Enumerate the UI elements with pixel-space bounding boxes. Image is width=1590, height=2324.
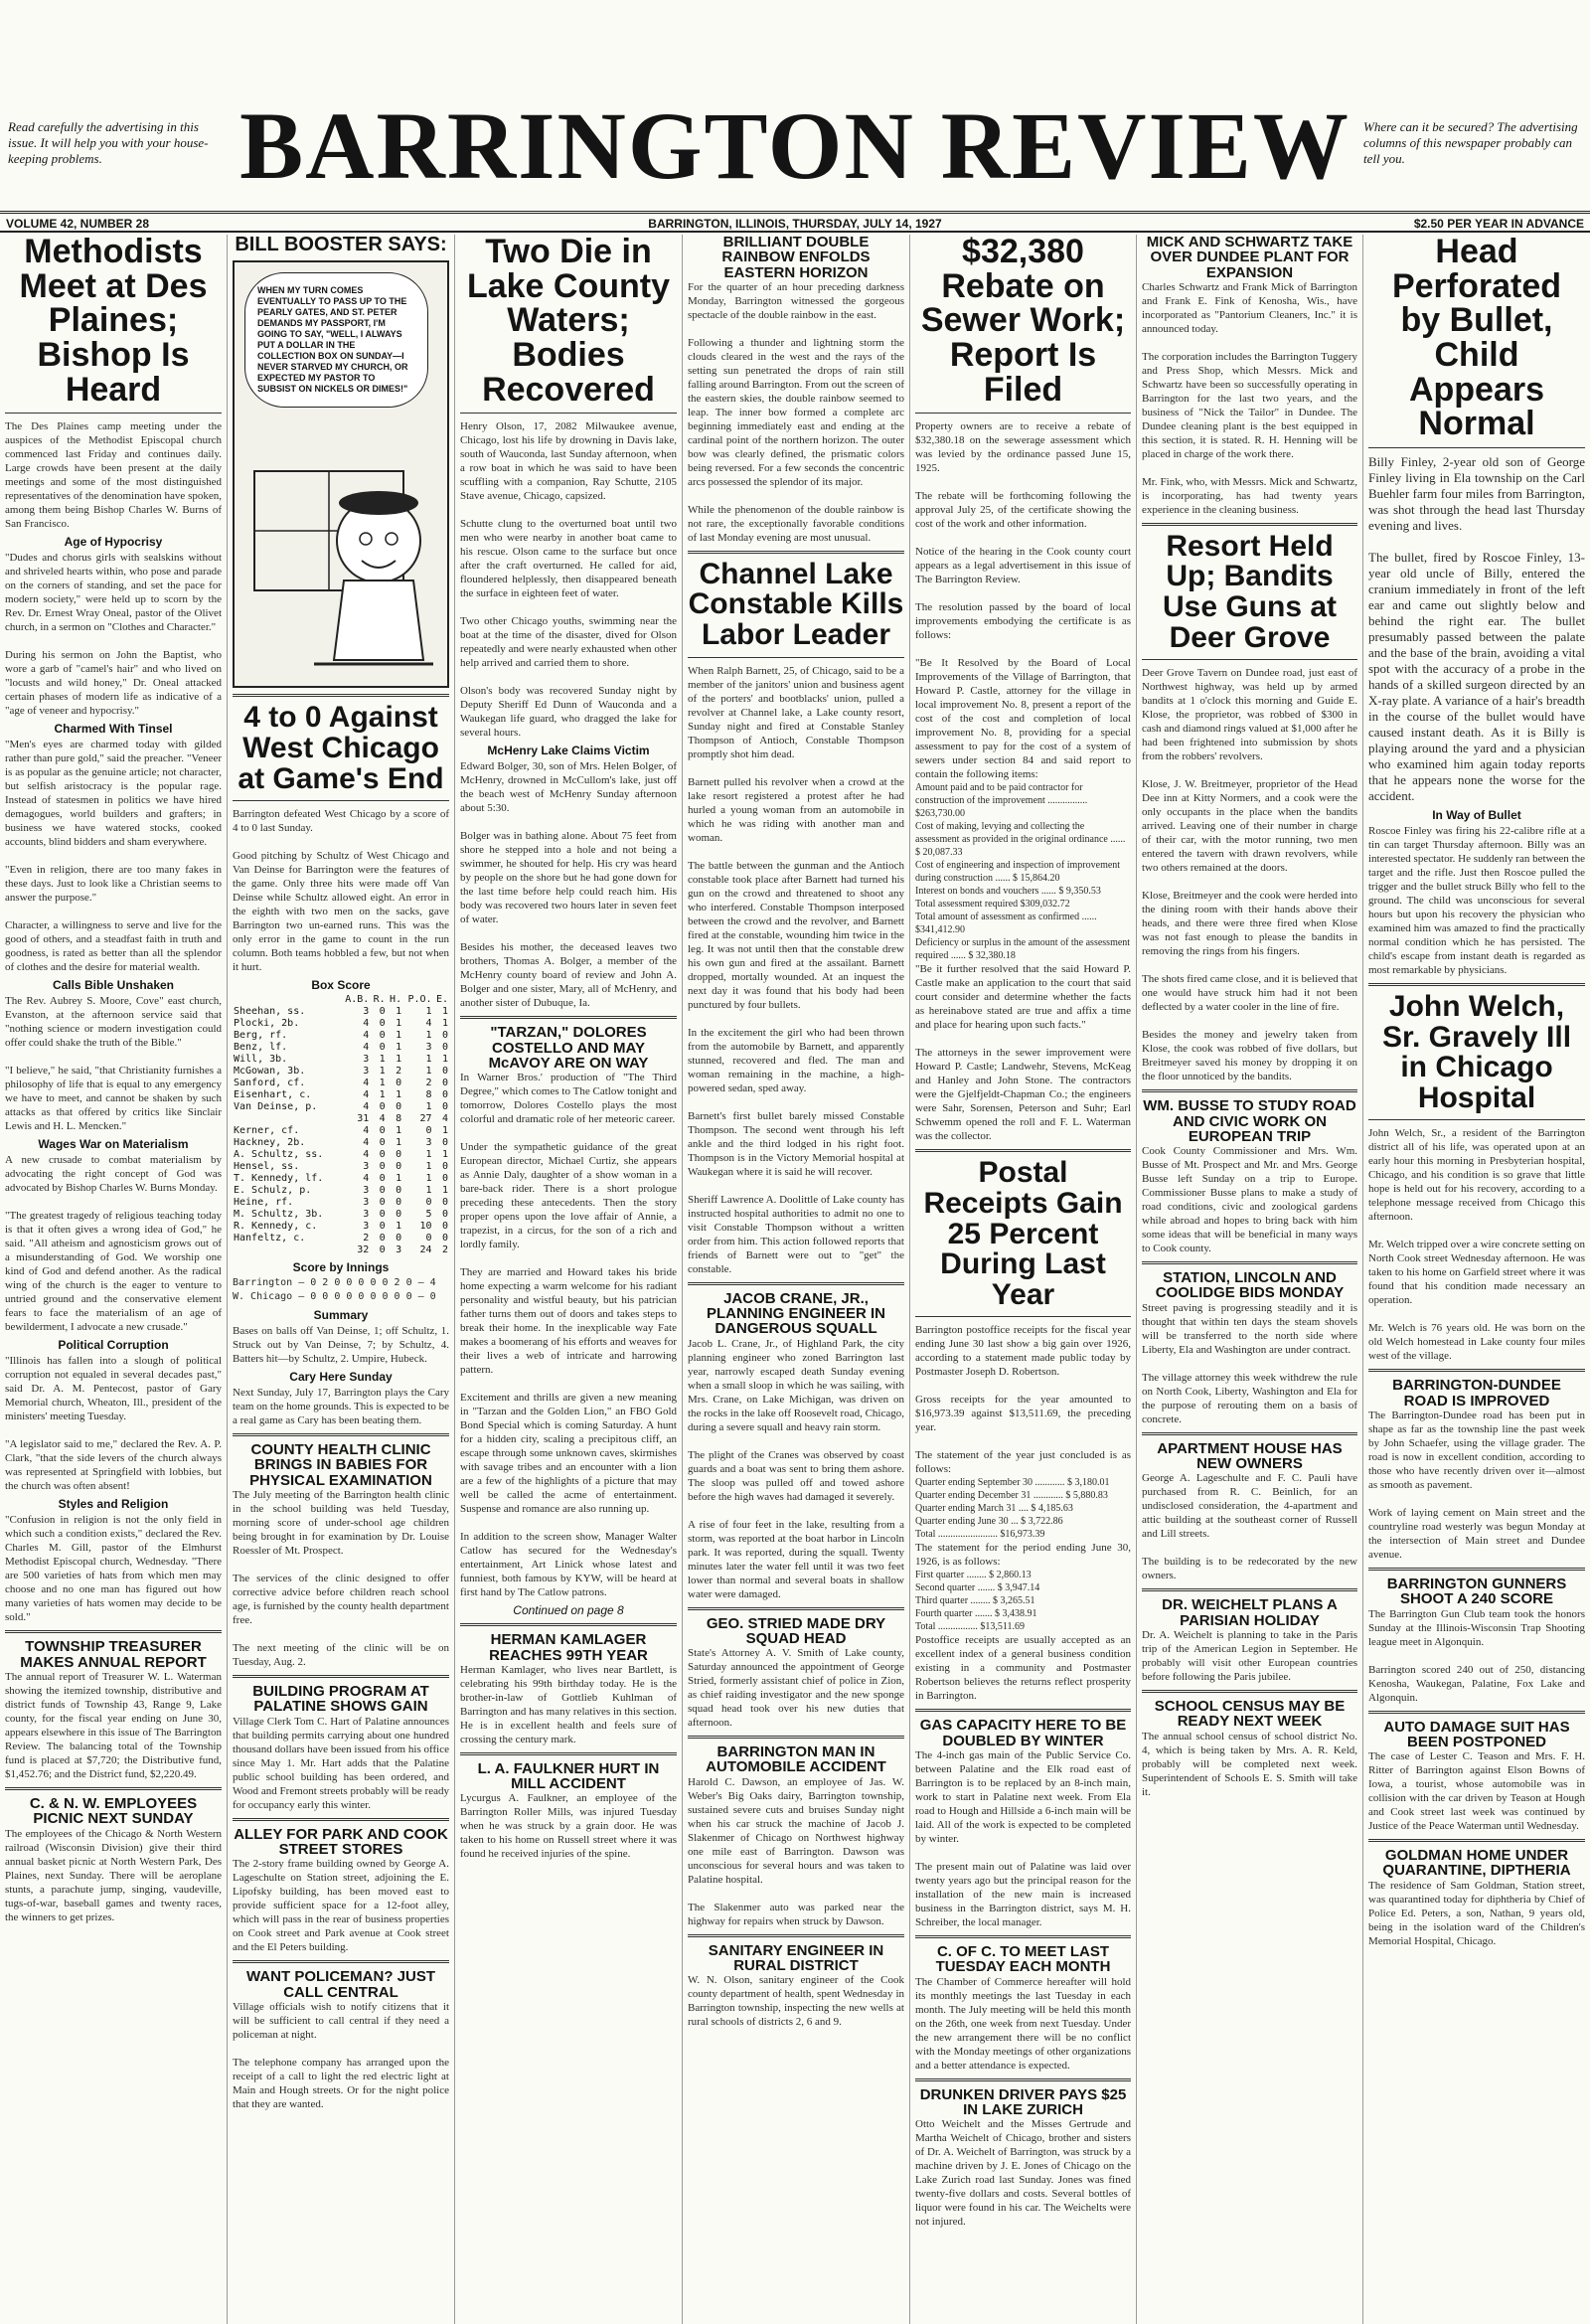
box-score-stat: 4 <box>363 1149 370 1161</box>
headline-dundee-road: BARRINGTON-DUNDEE ROAD IS IMPROVED <box>1392 1377 1561 1410</box>
box-score-player: Hensel, ss. <box>234 1161 300 1173</box>
postal-ledger-1926: First quarter ........ $ 2,860.13 Second quarter ....... $ 3,947.14 Third quarter ........ $ 3,265.51 Fourth quarter ....... $ 3,438.91 Total ................ $13,511.69 <box>915 1570 1040 1633</box>
subhead-mchenry-lake: McHenry Lake Claims Victim <box>487 744 650 758</box>
box-score-stat: 1 <box>441 1054 448 1066</box>
box-score-row <box>233 1233 449 1245</box>
box-score-stat: 0 <box>379 1042 386 1054</box>
front-page <box>0 235 1590 2324</box>
box-score-stat: 0 <box>441 1089 448 1101</box>
article-postal-body: Barrington postoffice receipts for the fiscal year ending June 30 last show a big gain over 1926, according to a statement made public today by Postmaster Joseph D. Robertson. Gross receipts for the year amounted to $16,973.39 against $13,511.69, the preceding year. The statement of the year just concluded is as follows: <box>915 1324 1131 1476</box>
box-score-stat: 0 <box>441 1137 448 1149</box>
article-stried-body: State's Attorney A. V. Smith of Lake county, Saturday announced the appointment of George Stried, formerly assistant chief of police in Zion, as chief raiding investigator and the new sponge squad head took over his new duties that afternoon. <box>688 1647 907 1730</box>
box-score-row <box>233 994 449 1006</box>
box-score-stat: 1 <box>425 1101 432 1113</box>
box-score-stat: 0 <box>441 1221 448 1233</box>
headline-mick-schwartz: MICK AND SCHWARTZ TAKE OVER DUNDEE PLANT FOR EXPANSION <box>1146 235 1353 281</box>
article-methodists-body: The Des Plaines camp meeting under the auspices of the Methodist Episcopal church commenced last Friday and continues daily. Large crowds have been present at the daily meetings and some of the most distinguished representatives of the denomination have spoken, among them being Bishop Charles W. Burns of San Francisco. <box>5 420 225 531</box>
box-score-stat: 0 <box>379 1006 386 1018</box>
box-score-stat: 0 <box>379 1018 386 1030</box>
box-score-stat: 3 <box>396 1245 402 1256</box>
box-score-stat: 0 <box>379 1125 386 1137</box>
box-score-player: Sheehan, ss. <box>234 1006 306 1018</box>
box-score-row <box>233 1185 449 1197</box>
article-sewer-body: Property owners are to receive a rebate of $32,380.18 on the sewerage assessment which was levied by the ordinance passed June 15, 1925. The rebate will be forthcoming following the approval July 25, of the certificate showing the cost of the work and other information. Notice of the hearing in the Cook county court appears as a legal advertisement in this issue of The Barrington Review. The resolution passed by the board of local improvements embodying the certificate is as follows: "Be It Resolved by the Board of Local Improvements of the Village of Barrington, that Howard P. Castle, attorney for the village in local improvement No. 8, present a report of the cost of the cost and completion of local improvement No. 8, providing for a special assessment to pay for the cost of a system of sewers under section 84 and said report to contain the following items: <box>915 420 1131 781</box>
box-score-stat: 0 <box>441 1161 448 1173</box>
column-5 <box>910 235 1137 2324</box>
box-score-row <box>233 1209 449 1221</box>
headline-goldman: GOLDMAN HOME UNDER QUARANTINE, DIPTHERIA <box>1382 1847 1571 1880</box>
article-sanitary-body: W. N. Olson, sanitary engineer of the Cook county department of health, spent Wednesday in Barrington township, inspecting the new wells at rural schools of districts 2, 6 and 9. <box>688 1974 907 2029</box>
box-score-stat: 0 <box>441 1173 448 1185</box>
headline-resort-held-up: Resort Held Up; Bandits Use Guns at Deer Grove <box>1162 529 1338 654</box>
headline-apartment-house: APARTMENT HOUSE HAS NEW OWNERS <box>1157 1439 1343 1473</box>
box-score-stat: 0 <box>441 1042 448 1054</box>
dateline-price: $2.50 PER YEAR IN ADVANCE <box>1413 217 1584 231</box>
box-score-stat: 3 <box>363 1054 370 1066</box>
dateline <box>0 211 1590 233</box>
headline-sanitary-engineer: SANITARY ENGINEER IN RURAL DISTRICT <box>708 1941 884 1975</box>
continued-note: Continued on page 8 <box>513 1603 624 1618</box>
headline-sewer-rebate: $32,380 Rebate on Sewer Work; Report Is Filed <box>920 235 1126 409</box>
article-jacob-crane-body: Jacob L. Crane, Jr., of Highland Park, the city planning engineer who zoned Barrington last year, narrowly escaped death Sunday evening when a small sloop in which he was sailing, with Mrs. Crane, on Lake Michigan, was driven on the rocks in the lake off Roosevelt road, Chicago, during a severe squall and heavy rain storm. The plight of the Cranes was observed by coast guards and a boat was sent to bring them ashore. The sloop was pulled off and towed ashore before the high waves had damaged it severely. A rise of four feet in the lake, resulting from a storm, was reported at the boat harbor in Lincoln park. It was reported, during the squall. Twenty minutes later the water fell until it was two feet lower than normal and several boats in shallow water were damaged. <box>688 1337 904 1600</box>
article-methodists-body4: The Rev. Aubrey S. Moore, Cove" east church, Evanston, at the afternoon service said that "nothing science or modern investigation could offer could shake the truth of the Bible." "I believe," he said, "that Christianity furnishes a philosophy of life that is equal to any emergency we have to meet, and cannot be shaken by such attacks as that offered by critics like Sinclair Lewis and H. L. Mencken." <box>5 995 222 1133</box>
headline-stried: GEO. STRIED MADE DRY SQUAD HEAD <box>706 1614 886 1647</box>
box-score-player <box>233 1245 340 1256</box>
box-score-stat: 1 <box>396 1089 402 1101</box>
box-score-row <box>233 1173 449 1185</box>
column-6 <box>1137 235 1363 2324</box>
article-palatine-body: Village Clerk Tom C. Hart of Palatine announces that building permits carrying about one hundred thousand dollars have been issued from his office since May 1. Mr. Hart adds that the Palatine public school building has been ordered, and Wood and Fremont streets probably will be ready for occupancy early this winter. <box>233 1715 452 1811</box>
box-score-stat: 4 <box>363 1078 370 1089</box>
box-score-player: Kerner, cf. <box>234 1125 300 1137</box>
article-faulkner-body: Lycurgus A. Faulkner, an employee of the Barrington Roller Mills, was injured Tuesday when he was struck by a grain door. He was taken to his home on Russell street where it was found he received injuries of the spine. <box>460 1792 680 1861</box>
box-score-row <box>233 1197 449 1209</box>
headline-postal-receipts: Postal Receipts Gain 25 Percent During Last Year <box>923 1156 1123 1311</box>
box-score-player: M. Schultz, 3b. <box>234 1209 324 1221</box>
box-score-stat: 0 <box>441 1101 448 1113</box>
dateline-volume: VOLUME 42, NUMBER 28 <box>6 217 150 231</box>
box-score-stat: 4 <box>363 1125 370 1137</box>
box-score-stat: 0 <box>441 1197 448 1209</box>
box-score-stat: 0 <box>379 1101 386 1113</box>
box-score-row <box>233 1066 449 1078</box>
box-score-player: Heine, rf. <box>234 1197 294 1209</box>
box-score-stat: 2 <box>396 1066 402 1078</box>
box-score-stat: 1 <box>425 1149 432 1161</box>
article-station-body: Street paving is progressing steadily and it is thought that within ten days the steam shovels will be transferred to the north side where Liberty, Ela and Washington are under contract. The village attorney this week withdrew the rule on North Cook, Liberty, Washington and Ela for the purpose of rerouting them on a basis of concrete. <box>1142 1301 1357 1425</box>
box-score-stat: 0 <box>379 1209 386 1221</box>
article-gunners-body: The Barrington Gun Club team took the honors Sunday at the Illinois-Wisconsin Trap Shooting league meet in Algonquin. Barrington scored 240 out of 250, distancing Kenosha, Waukegan, Palatine, Fox Lake and Algonquin. <box>1368 1607 1585 1704</box>
box-score-stat: 3 <box>363 1066 370 1078</box>
box-score-stat: 8 <box>425 1089 432 1101</box>
column-3 <box>455 235 683 2324</box>
box-score-stat: 4 <box>379 1113 386 1125</box>
subhead-age-of-hypocrisy: Age of Hypocrisy <box>64 535 163 550</box>
article-methodists-body5: A new crusade to combat materialism by advocating the right concept of God was advocated by Bishop Charles W. Burns Monday. "The greatest tragedy of religious teaching today is that it often gives a wrong idea of God," he said. "All atheism and agnosticism grows out of a misunderstanding of God. We worship one kind of God and defend another. As the radical wing of the church is the eager to venture to untried ground and the conservative element fears to face the materialism of an age of bewilderment, I advocate a new crusade." <box>5 1154 222 1334</box>
headline-auto-damage: AUTO DAMAGE SUIT HAS BEEN POSTPONED <box>1383 1718 1570 1750</box>
headline-drunken-driver: DRUNKEN DRIVER PAYS $25 IN LAKE ZURICH <box>919 2085 1127 2118</box>
box-score-stat: 27 <box>419 1113 432 1125</box>
box-score-stat: 8 <box>396 1113 402 1125</box>
subhead-calls-bible-unshaken: Calls Bible Unshaken <box>52 978 175 993</box>
box-score-stat: 0 <box>441 1209 448 1221</box>
box-score-player: Benz, lf. <box>234 1042 288 1054</box>
box-score-stat: 1 <box>441 1006 448 1018</box>
box-score-stat: 0 <box>379 1137 386 1149</box>
box-score-title: Box Score <box>311 978 371 993</box>
box-score-stat: 0 <box>396 1185 402 1197</box>
article-cary-body: Next Sunday, July 17, Barrington plays the Cary team on the home grounds. This is expected to be a real game as Cary has been beating them. <box>233 1387 452 1427</box>
postal-ledger-1927: Quarter ending September 30 ............ $ 3,180.01 Quarter ending December 31 ............ $ 5,880.83 Quarter ending March 31 .... $ 4,185.63 Quarter ending June 30 ... $ 3,722.86 Total ........................ $16,973.39 <box>915 1477 1110 1541</box>
headline-health-clinic: COUNTY HEALTH CLINIC BRINGS IN BABIES FOR PHYSICAL EXAMINATION <box>249 1441 432 1489</box>
box-score-stat: 1 <box>396 1137 402 1149</box>
box-score-row <box>233 1042 449 1054</box>
box-score-stat: 0 <box>441 1233 448 1245</box>
box-score-player: Will, 3b. <box>234 1054 288 1066</box>
box-score-row <box>233 1137 449 1149</box>
box-score-stat: 0 <box>379 1233 386 1245</box>
box-score-row <box>233 1018 449 1030</box>
game-summary: Bases on balls off Van Deinse, 1; off Schultz, 1. Struck out by Van Deinse, 7; by Schultz, 4. Batters hit—by Schultz, 2. Umpire, Hubeck. <box>233 1325 452 1366</box>
box-score-stat: 0 <box>441 1066 448 1078</box>
headline-jacob-crane: JACOB CRANE, JR., PLANNING ENGINEER IN DANGEROUS SQUALL <box>706 1289 885 1338</box>
box-score-stat: 0 <box>396 1209 402 1221</box>
box-score-stat: 4 <box>363 1173 370 1185</box>
headline-methodists: Methodists Meet at Des Plaines; Bishop Is Heard <box>19 235 208 409</box>
box-score-stat: A.B. <box>345 994 370 1006</box>
box-score-stat: 0 <box>379 1161 386 1173</box>
article-auto-damage-body: The case of Lester C. Teason and Mrs. F. H. Ritter of Barrington against Elson Bowns of Iowa, a tourist, whose automobile was in collision with the car driven by Teason at Hough and Cook street last week was continued by Justice of the Peace Waterman until Wednesday. <box>1368 1750 1588 1833</box>
article-methodists-body3: "Men's eyes are charmed today with gilded rather than pure gold," said the preacher. "Veneer is as popular as the genuine article; not character, but selfish aristocracy is the popular rage. Instead of statesmen in politics we have hired demagogues, world builders and grafters; in business we have watered stocks, cooked accounts, blind bidders and sham everywhere. "Even in religion, there are too many fakes in these days. Just to look like a Christian seems to answer the purpose." Character, a willingness to serve and live for the good of others, and a steadfast faith in truth and goodness, is rated as better than all the splendor of clothes and the desire for material wealth. <box>5 739 222 974</box>
box-score-stat: 2 <box>425 1078 432 1089</box>
headline-channel-lake: Channel Lake Constable Kills Labor Leader <box>688 557 904 652</box>
article-cnw-body: The employees of the Chicago & North Western railroad (Wisconsin Division) give their third annual basket picnic at North Western Park, Des Plaines, next Sunday. There will be aeroplane stunts, a parachute jump, singing, vaudeville, tugs-of-war, baseball games and twenty races, the winners to get prizes. <box>5 1827 225 1923</box>
box-score-stat: 1 <box>379 1066 386 1078</box>
box-score-stat: 0 <box>425 1233 432 1245</box>
headline-school-census: SCHOOL CENSUS MAY BE READY NEXT WEEK <box>1154 1697 1346 1731</box>
subhead-political-corruption: Political Corruption <box>58 1338 169 1353</box>
box-score-stat: 4 <box>363 1137 370 1149</box>
article-sewer-body2: "Be it further resolved that the said Howard P. Castle make an application to the court that said court consider and determine whether the facts as hereinabove stated are true and affix a time and place for hearing upon such facts." The attorneys in the sewer improvement were Howard P. Castle; Landwehr, Stevens, McKeag and Hanley and John Stone. The contractors were the Gjelfjeldt-Chapman Co.; the engineers were Sahr, Sorensen, Peterson and Suhr; Earl Schwemm opened the roll and F. L. Waterman was the collector. <box>915 963 1131 1143</box>
bill-booster-cartoon <box>233 260 449 688</box>
box-score-stat: 2 <box>441 1245 448 1256</box>
box-score-stat: 0 <box>396 1149 402 1161</box>
article-goldman-body: The residence of Sam Goldman, Station street, was quarantined today for diphtheria by Chief of Police Ed. Peters, a son, Nathan, 9 years old, being in the isolation ward of the Children's Memorial Hospital, Chicago. <box>1368 1879 1588 1947</box>
box-score-stat: 1 <box>441 1185 448 1197</box>
article-busse-body: Cook County Commissioner and Mrs. Wm. Busse of Mt. Prospect and Mr. and Mrs. George Busse left Sunday on a trip to Europe. Commissioner Busse plans to make a study of road conditions, civic and zoological gardens while abroad and hopes to bring back with him some ideas that will be beneficial in many ways to Cook county. <box>1142 1145 1360 1255</box>
box-score-stat: 1 <box>396 1042 402 1054</box>
headline-john-welch: John Welch, Sr. Gravely Ill in Chicago Hospital <box>1381 990 1572 1114</box>
box-score-stat: 4 <box>363 1101 370 1113</box>
box-score-stat: 1 <box>441 1125 448 1137</box>
box-score-stat: 1 <box>396 1125 402 1137</box>
box-score-stat: 1 <box>441 1149 448 1161</box>
box-score-row <box>233 1221 449 1233</box>
box-score-stat: 4 <box>363 1030 370 1042</box>
box-score-stat: 0 <box>396 1101 402 1113</box>
box-score-stat: 0 <box>396 1233 402 1245</box>
nameplate: BARRINGTON REVIEW <box>239 92 1351 199</box>
box-score-stat: 0 <box>379 1185 386 1197</box>
headline-cnw-picnic: C. & N. W. EMPLOYEES PICNIC NEXT SUNDAY <box>29 1794 198 1828</box>
article-john-welch-body: John Welch, Sr., a resident of the Barrington district all of his life, was operated upon at an early hour this morning in Presbyterian hospital, Chicago, and his condition is so grave that little hope is held out for his recovery, according to a telephone message received from Chicago this afternoon. Mr. Welch tripped over a wire concrete setting on North Cook street Wednesday afternoon. He was taken to his home on Garfield street where it was found that his condition made necessary an operation. Mr. Welch is 76 years old. He was born on the old Welch homestead in Lake county four miles west of the village. <box>1368 1127 1585 1363</box>
headline-c-of-c: C. OF C. TO MEET LAST TUESDAY EACH MONTH <box>935 1942 1111 1976</box>
headline-automobile-accident: BARRINGTON MAN IN AUTOMOBILE ACCIDENT <box>706 1743 886 1776</box>
box-score-stat: H. <box>390 994 402 1006</box>
masthead-ear-right: Where can it be secured? The advertising columns of this newspaper probably can tell you. <box>1363 119 1578 166</box>
column-4 <box>683 235 910 2324</box>
headline-kamlager: HERMAN KAMLAGER REACHES 99TH YEAR <box>489 1631 648 1664</box>
article-tarzan-body: In Warner Bros.' production of "The Third Degree," which comes to The Catlow tonight and tomorrow, Dolores Costello plays the most colorful and dramatic role of her meteoric career. Under the sympathetic guidance of the great European director, Michael Curtiz, she appears as Annie Daly, daughter of a show woman in a bare-back rider. There is a short prologue preceding these antecedents. Then the story proper opens upon the love affair of Annie, a trapezist, in a circus, for the son of a rich and lordly family. They are married and Howard takes his bride home expecting a warm welcome for his radiant personality and wistful beauty, but his patrician father turns them out of doors and takes steps to break their home. In the inexplicable way Fate makes a boomerang of his efforts and weaves for their lives a web of intricate and harrowing pattern. Excitement and thrills are given a new meaning in "Tarzan and the Golden Lion," an FBO Gold Bond Special which is coming Saturday. A hunt for a hidden city, scaling a precipitous cliff, an escape through some unknown caves, skirmishes with savage tribes and an encounter with a lion are a few of the highlights of a picture that may well be called the acme of entertainment. Suspense and romance are also running up. In addition to the screen show, Manager Walter Catlow has secured for the Wednesday's entertainment, Art Linick whose latest and funniest, both famous by KYW, will be heard at first hand by The Catlow patrons. <box>460 1072 677 1599</box>
box-score-player: Van Deinse, p. <box>234 1101 318 1113</box>
headline-palatine-building: BUILDING PROGRAM AT PALATINE SHOWS GAIN <box>252 1683 429 1716</box>
box-score-stat: 3 <box>363 1209 370 1221</box>
box-score-stat: 0 <box>379 1245 386 1256</box>
box-score-stat: 1 <box>425 1030 432 1042</box>
headline-gunners: BARRINGTON GUNNERS SHOOT A 240 SCORE <box>1386 1576 1567 1608</box>
article-methodists-body6: "Illinois has fallen into a slough of political corruption not equaled in several decades past," said Dr. A. M. Pentecost, pastor of Gary Memorial church, Wheaton, Ill., president of the ministers' meeting Tuesday. "A legislator said to me," declared the Rev. A. P. Clark, "that the side levers of the church always was represented at Springfield with lobbies, but the church was often absent! <box>5 1355 222 1493</box>
box-score-stat: 0 <box>425 1125 432 1137</box>
box-score-player <box>233 994 340 1006</box>
box-score-stat: 1 <box>441 1018 448 1030</box>
box-score-stat: 1 <box>396 1006 402 1018</box>
box-score-stat: 5 <box>425 1209 432 1221</box>
article-head-perforated-body2: Roscoe Finley was firing his 22-calibre rifle at a tin can target Thursday afternoon. Billy was an interested spectator. He suddenly ran between the target and the rifle. Just then Roscoe pulled the trigger and the bullet struck Billy who fell to the ground. The child was unconscious for several hours but upon his recovery the physician who examined him was amazed to find the practically normal condition which he has persisted. The child's escape from instant death is regarded as most remarkable by physicians. <box>1368 825 1588 977</box>
box-score-stat: 1 <box>425 1161 432 1173</box>
box-score-row <box>233 1149 449 1161</box>
article-school-census-body: The annual school census of school district No. 4, which is being taken by Mrs. A. R. Keld, probably will be completed next week. Superintendent of Schools E. S. Smith will take it. <box>1142 1730 1360 1798</box>
box-score-stat: 1 <box>425 1185 432 1197</box>
box-score-stat: R. <box>373 994 386 1006</box>
article-kamlager-body: Herman Kamlager, who lives near Bartlett, is celebrating his 99th birthday today. He is the brother-in-law of Gottlieb Kuhlman of Barrington and has many relatives in this section. He is in excellent health and feels sure of crossing the century mark. <box>460 1663 680 1745</box>
box-score-player: Berg, rf. <box>234 1030 288 1042</box>
box-score-stat: P.O. <box>407 994 432 1006</box>
headline-two-die: Two Die in Lake County Waters; Bodies Recovered <box>466 235 671 409</box>
box-score-stat: 0 <box>396 1197 402 1209</box>
box-score-stat: 4 <box>425 1018 432 1030</box>
box-score-stat: 0 <box>379 1221 386 1233</box>
box-score-stat: 0 <box>396 1078 402 1089</box>
box-score-stat: 1 <box>396 1221 402 1233</box>
innings-score: Barrington — 0 2 0 0 0 0 0 2 0 — 4 W. Chicago — 0 0 0 0 0 0 0 0 0 — 0 <box>233 1277 436 1303</box>
box-score-stat: 1 <box>396 1054 402 1066</box>
subhead-in-way-of-bullet: In Way of Bullet <box>1432 808 1521 823</box>
headline-weichelt: DR. WEICHELT PLANS A PARISIAN HOLIDAY <box>1162 1596 1338 1629</box>
box-score-stat: 1 <box>379 1054 386 1066</box>
box-score-stat: 0 <box>396 1161 402 1173</box>
dateline-place-date: BARRINGTON, ILLINOIS, THURSDAY, JULY 14, 1927 <box>648 217 942 231</box>
column-1 <box>0 235 228 2324</box>
article-alley-body: The 2-story frame building owned by George A. Lageschulte on Station street, adjoining the E. Lipofsky building, has been moved east to provide sufficient space for a 12-foot alley, which will pass in the rear of business properties on Cook street and Park avenue at Cook street and the El Peters building. <box>233 1858 452 1954</box>
headline-wm-busse: WM. BUSSE TO STUDY ROAD AND CIVIC WORK ON EUROPEAN TRIP <box>1143 1097 1356 1145</box>
box-score-player: T. Kennedy, lf. <box>234 1173 324 1185</box>
box-score-stat: 4 <box>363 1042 370 1054</box>
box-score-row <box>233 1089 449 1101</box>
box-score-stat: 3 <box>425 1042 432 1054</box>
box-score-row <box>233 1245 449 1256</box>
box-score-stat: 3 <box>425 1137 432 1149</box>
subhead-styles-religion: Styles and Religion <box>58 1497 169 1512</box>
summary-title: Summary <box>313 1308 369 1323</box>
box-score-stat: 0 <box>379 1030 386 1042</box>
box-score-stat: 32 <box>357 1245 370 1256</box>
article-dundee-road-body: The Barrington-Dundee road has been put in shape as far as the township line the past week by John Schaefer, using the village grader. The road is now in excellent condition, according to those who have recently driven over it—almost as smooth as pavement. Work of laying cement on Main street and the countryline road westerly was begun Monday at the intersection of Main street and Dundee avenue. <box>1368 1410 1585 1561</box>
article-methodists-body7: "Confusion in religion is not the only field in which such a condition exists," declared the Rev. Charles M. Gill, pastor of the Elmhurst Methodist Episcopal church, Wednesday. "There are 500 varieties of hats from which men may choose and no one man has figured out how many varieties of hats women may decide to be sold." <box>5 1514 225 1624</box>
box-score-stat: 0 <box>379 1197 386 1209</box>
box-score-stat: 3 <box>363 1221 370 1233</box>
box-score-stat: 4 <box>363 1089 370 1101</box>
box-score-stat: 3 <box>363 1161 370 1173</box>
box-score-stat: 3 <box>363 1197 370 1209</box>
headline-head-perforated: Head Perforated by Bullet, Child Appears Normal <box>1391 235 1562 443</box>
article-head-perforated-body: Billy Finley, 2-year old son of George Finley living in Ela township on the Carl Buehler farm four miles from Barrington, was shot through the head last Thursday evening and lives. The bullet, fired by Roscoe Finley, 13-year old uncle of Billy, entered the cranium immediately in front of the left ear and came out slightly below and behind the right ear. The bullet presumably passed between the palate and the base of the brain, avoiding a vital spot with the accuracy of a probe in the hands of a skilled surgeon directed by an X-ray plate. A variance of a hair's breadth in the course of the bullet would have caused instant death. As it is Billy is playing around the yard and a physician who examined him again today reports that he appears none the worse for the accident. <box>1368 454 1585 804</box>
box-score-stat: 1 <box>396 1018 402 1030</box>
box-score-stat: 1 <box>425 1054 432 1066</box>
subhead-charmed-with-tinsel: Charmed With Tinsel <box>54 722 173 737</box>
headline-faulkner: L. A. FAULKNER HURT IN MILL ACCIDENT <box>477 1759 660 1793</box>
column-7 <box>1363 235 1590 2324</box>
box-score-player: E. Schulz, p. <box>234 1185 312 1197</box>
box-score-row <box>233 1125 449 1137</box>
headline-station-lincoln: STATION, LINCOLN AND COOLIDGE BIDS MONDAY <box>1155 1269 1345 1302</box>
box-score-stat: 4 <box>363 1018 370 1030</box>
article-two-die-body2: Edward Bolger, 30, son of Mrs. Helen Bolger, of McHenry, drowned in McCullom's lake, just off the beach west of McHenry Sunday afternoon about 5:30. Bolger was in bathing alone. About 75 feet from shore he stepped into a hole and not being a swimmer, he shouted for help. His cry was heard by people on the shore but he had gone down for the last time before help could reach him. His body was recovered two hours later in seven feet of water. Besides his mother, the deceased leaves two brothers, Thomas A. Bolger, a member of the McHenry county board of review and John A. Bolger and one sister, Mary, all of McHenry, and another sister of Dubuque, Ia. <box>460 760 677 1010</box>
article-apartment-body: George A. Lageschulte and F. C. Pauli have purchased from R. C. Beinlich, for an undisclosed consideration, the 4-apartment and attic building at the southeast corner of Russell and Lill streets. The building is to be redecorated by the new owners. <box>1142 1472 1357 1582</box>
box-score-stat: 1 <box>396 1030 402 1042</box>
headline-west-chicago: 4 to 0 Against West Chicago at Game's End <box>238 701 444 795</box>
headline-rainbow: BRILLIANT DOUBLE RAINBOW ENFOLDS EASTERN HORIZON <box>721 235 871 281</box>
box-score-player: Eisenhart, c. <box>234 1089 312 1101</box>
article-health-clinic-body: The July meeting of the Barrington health clinic in the school building was held Tuesday, morning score of under-school age children being brought in for examination by Dr. Louise Roessler of Mt. Prospect. The services of the clinic designed to offer corrective advice before children reach school age, is furnished by the county health department free. The next meeting of the clinic will be on Tuesday, Aug. 2. <box>233 1489 449 1669</box>
box-score-stat: 1 <box>379 1089 386 1101</box>
box-score-stat: 3 <box>363 1006 370 1018</box>
article-methodists-body2: "Dudes and chorus girls with sealskins without and shriveled hearts within, who pose and parade on the corners of standing, and set the pace for modern society," were held up to scorn by the Rev. Dr. Ernest Wray Oneal, pastor of the Olivet church, in a sermon on "Clothes and Character." During his sermon on John the Baptist, who wore a garb of "camel's hair" and who lived on "locusts and wild honey," Dr. Oneal attacked certain phases of modern life as indicative of a "age of veneer and hypocrisy." <box>5 552 222 718</box>
box-score-stat: E. <box>435 994 448 1006</box>
box-score-player <box>233 1113 340 1125</box>
article-two-die-body: Henry Olson, 17, 2082 Milwaukee avenue, Chicago, lost his life by drowning in Davis lake, south of Wauconda, last Sunday afternoon, when a row boat in which he was said to have been scuffling with a companion, Ray Schutte, 2105 Stave avenue, Chicago, capsized. Schutte clung to the overturned boat until two men who were nearby in another boat came to his rescue. Olson came to the surface but once after the craft overturned. He called for aid, floundered helplessly, then disappeared beneath the surface in eighteen feet of water. Two other Chicago youths, swimming near the boat at the time of the disaster, dived for Olson repeatedly and were nearly exhausted when other help arrived and carried them to shore. Olson's body was recovered Sunday night by Deputy Sheriff Ed Dunn of Wauconda and a Waukegan life guard, who dragged the lake for several hours. <box>460 420 677 740</box>
masthead <box>0 0 1590 209</box>
box-score-player: Sanford, cf. <box>234 1078 306 1089</box>
article-rainbow-body: For the quarter of an hour preceding darkness Monday, Barrington witnessed the gorgeous spectacle of the double rainbow in the east. Following a thunder and lightning storm the clouds cleared in the west and the rays of the setting sun penetrated the drops of rain still falling around Barrington. From out the screen of the eastern skies, the double rainbow seemed to leap. The inner bow formed a complete arc beginning immediately east and ending at the cardinal point of the northern horizon. The outer bow was clearly defined, the prismatic colors being reversed. For a few seconds the concentric arcs possessed the splendor of its major. While the phenomenon of the double rainbow is not rare, the exceptionally favorable conditions of last Monday evening are most unusual. <box>688 280 904 544</box>
box-score-row <box>233 1078 449 1089</box>
bill-booster-title: BILL BOOSTER SAYS: <box>235 235 447 255</box>
box-score-player: McGowan, 3b. <box>234 1066 306 1078</box>
innings-title: Score by Innings <box>292 1260 390 1275</box>
box-score-stat: 4 <box>441 1113 448 1125</box>
box-score-stat: 1 <box>379 1078 386 1089</box>
bill-booster-speech: WHEN MY TURN COMES EVENTUALLY TO PASS UP TO THE PEARLY GATES, AND ST. PETER DEMANDS MY PASSPORT, I'M GOING TO SAY, "WELL, I ALWAYS PUT A DOLLAR IN THE COLLECTION BOX ON SUNDAY—I NEVER STARVED MY CHURCH, OR EXPECTED MY PASTOR TO SUBSIST ON NICKELS OR DIMES!" <box>244 272 428 408</box>
article-postal-body2: The statement for the period ending June 30, 1926, is as follows: <box>915 1542 1134 1569</box>
article-gas-body: The 4-inch gas main of the Public Service Co. between Palatine and the Elk road east of Barrington is to be replaced by an 8-inch main, work to start in Palatine next week. From Ela road to Hough and Hillside a 6-inch main will be laid. All of the work is expected to be completed by winter. The present main out of Palatine was laid over twenty years ago but the principal reason for the installation of the new main is increased business in the Barrington district, says M. H. Schreiber, the local manager. <box>915 1748 1131 1928</box>
box-score-row <box>233 1054 449 1066</box>
box-score-stat: 2 <box>363 1233 370 1245</box>
box-score-stat: 24 <box>419 1245 432 1256</box>
headline-alley: ALLEY FOR PARK AND COOK STREET STORES <box>234 1825 448 1858</box>
sewer-ledger: Amount paid and to be paid contractor for construction of the improvement ................ $263,730.00 Cost of making, levying and collecting the assessment as provided in the original ordinance ...... $ 20,087.33 Cost of engineering and inspection of improvement during construction ...... $ 15,864.20 Interest on bonds and vouchers ...... $ 9,350.53 Total assessment required $309,032.72 Total amount of assessment as confirmed ...... $341,412.90 Deficiency or surplus in the amount of the assessment required ...... $ 32,380.18 <box>915 782 1131 962</box>
box-score-row <box>233 1101 449 1113</box>
article-c-of-c-body: The Chamber of Commerce hereafter will hold its monthly meetings the last Tuesday in each month. The July meeting will be held this month on the 26th, one week from next Tuesday. Under the new arrangement there will be no conflict with the Monday meetings of other organizations and a better attendance is expected. <box>915 1975 1134 2072</box>
masthead-ear-left: Read carefully the advertising in this issue. It will help you with your house-keeping problems. <box>8 119 209 166</box>
box-score-stat: 0 <box>379 1149 386 1161</box>
box-score-row <box>233 1113 449 1125</box>
box-score-stat: 1 <box>396 1173 402 1185</box>
headline-township-treasurer: TOWNSHIP TREASURER MAKES ANNUAL REPORT <box>20 1638 207 1671</box>
box-score-stat: 0 <box>379 1173 386 1185</box>
box-score-stat: 1 <box>425 1006 432 1018</box>
box-score-stat: 0 <box>425 1197 432 1209</box>
column-2 <box>228 235 455 2324</box>
article-postal-body3: Postoffice receipts are usually accepted as an excellent index of a general business condition existing in a community and Postmaster Robertson believes the returns reflect prosperity in Barrington. <box>915 1634 1134 1703</box>
box-score-stat: 3 <box>363 1185 370 1197</box>
article-west-chicago-body: Barrington defeated West Chicago by a score of 4 to 0 last Sunday. Good pitching by Schultz of West Chicago and Van Deinse for Barrington were the features of the game. Only three hits were made off Van Deinse while Schultz allowed eight. An error in the eighth with two men on the sacks, gave Barrington two un-earned runs. This was the only error in the game to count in the run column. Both teams hobbled a few, but not when it hurt. <box>233 808 449 974</box>
article-automobile-body: Harold C. Dawson, an employee of Jas. W. Weber's Big Oaks dairy, Barrington township, sustained severe cuts and bruises Sunday night when his car struck the machine of Jacob J. Slakenmer of Chicago on Northwest highway one mile east of Barrington. Dawson was unconscious for several hours and was taken to Palatine hospital. The Slakenmer auto was parked near the highway for repairs when struck by Dawson. <box>688 1775 904 1927</box>
box-score-row <box>233 1161 449 1173</box>
article-mick-schwartz-body: Charles Schwartz and Frank Mick of Barrington and Frank E. Fink of Kenosha, Wis., have incorporated as "Pantorium Cleaners, Inc." it is announced today. The corporation includes the Barrington Tuggery and Press Shop, which Messrs. Mick and Schwartz have been so successfully operating in Barrington for the last two years, and the business of "Nick the Tailor" in Dundee. The Dundee cleaning plant is the best equipped in this section, it is stated. R. H. Henning will be placed in charge of the work there. Mr. Fink, who, with Messrs. Mick and Schwartz, is incorporating, has had twenty years experience in the cleaning business. <box>1142 280 1357 516</box>
article-channel-lake-body: When Ralph Barnett, 25, of Chicago, said to be a member of the janitors' union and business agent of the porters' and bootblacks' union, pulled a revolver at Channel lake, a Lake county resort, Sunday night and fired at Constable Stanley Thompson of Antioch, Constable Thompson promptly shot him dead. Barnett pulled his revolver when a crowd at the lake resort registered a protest after he had hurled a young woman from an automobile in which he was riding with another man and woman. The battle between the gunman and the Antioch constable took place after Barnett had turned his gun on the crowd and threatened to shoot any who interfered. Constable Thompson interposed between the crowd and the revolver, and Barnett fired at the constable, wounding him twice in the leg. It was not until then that the constable drew his own gun and fired at the assailant. Barnett dropped, mortally wounded. At an inquest the next day it was found that his body had been punctured by four bullets. In the excitement the girl who had been thrown from the automobile by Barnett, and apparently stunned, recovered and fled. The man and woman remaining in the machine, a high-powered sedan, sped away. Barnett's first bullet barely missed Constable Thompson. The second went through his left ankle and the third lodged in his right foot. Thompson is in the Victory Memorial hospital at Waukegan where it is said he will recover. Sheriff Lawrence A. Doolittle of Lake county has instructed hospital authorities to admit no one to visit Constable Thompson without a written order from him. This action followed reports that friends of Barnett were out to "get" the constable. <box>688 664 904 1275</box>
box-score-stat: 1 <box>425 1173 432 1185</box>
box-score-player: A. Schultz, ss. <box>234 1149 324 1161</box>
box-score-stat: 31 <box>357 1113 370 1125</box>
box-score-stat: 10 <box>419 1221 432 1233</box>
box-score-stat: 0 <box>441 1030 448 1042</box>
box-score-player: R. Kennedy, c. <box>234 1221 318 1233</box>
box-score-player: Hanfeltz, c. <box>234 1233 306 1245</box>
headline-policeman: WANT POLICEMAN? JUST CALL CENTRAL <box>246 1968 435 2001</box>
box-score-row <box>233 1006 449 1018</box>
box-score-stat: 0 <box>441 1078 448 1089</box>
box-score-stat: 1 <box>425 1066 432 1078</box>
article-resort-body: Deer Grove Tavern on Dundee road, just east of Northwest highway, was held up by armed bandits at 1 o'clock this morning and Guide E. Klose, the proprietor, was robbed of $300 in cash and diamond rings valued at $1,000 after he had been frightened into submission by shots from the robbers' revolvers. Klose, J. W. Breitmeyer, proprietor of the Head Dee inn at Kitty Normers, and a cook were the only occupants in the place when the bandits arrived. Leaving one of their number in charge of their car, with the motor running, two men entered the tavern with drawn revolvers, while two others remained at the doors. Klose, Breitmeyer and the cook were herded into the dining room with their hands above their heads, and there were three fired when Klose was not fast enough to please the bandits in removing the rings from his fingers. The shots fired came close, and it is believed that one would have struck him had it not been deflected by a water cooler in the line of fire. Besides the money and jewelry taken from Klose, the cook was robbed of five dollars, but Breitmeyer saved his money by dropping it on the floor unnoticed by the bandits. <box>1142 667 1357 1083</box>
article-drunken-driver-body: Otto Weichelt and the Misses Gertrude and Martha Weichelt of Chicago, brother and sisters of Dr. A. Weichelt of Barrington, was struck by a machine driven by J. E. Jones of Chicago on the Lake Zurich road last Sunday. Jones was fined twenty-five dollars and costs. Several bottles of liquor were found in his car. The Weichelts were not injured. <box>915 2118 1134 2229</box>
article-policeman-body: Village officials wish to notify citizens that it will be sufficient to call central if they need a policeman at night. The telephone company has arranged upon the receipt of a call to light the red electric light at Main and Hough streets. Or for the night police that they are wanted. <box>233 2000 449 2110</box>
article-weichelt-body: Dr. A. Weichelt is planning to take in the Paris trip of the American Legion in September. He probably will visit other European countries before following the Paris jubilee. <box>1142 1628 1360 1683</box>
headline-tarzan: "TARZAN," DOLORES COSTELLO AND MAY McAVOY ARE ON WAY <box>488 1024 649 1072</box>
box-score-table <box>233 994 449 1256</box>
box-score-player: Hackney, 2b. <box>234 1137 306 1149</box>
box-score-player: Plocki, 2b. <box>234 1018 300 1030</box>
subhead-wages-war: Wages War on Materialism <box>38 1137 189 1152</box>
headline-gas-capacity: GAS CAPACITY HERE TO BE DOUBLED BY WINTER <box>919 1717 1127 1749</box>
article-township-body: The annual report of Treasurer W. L. Waterman showing the itemized township, distributive and district funds of Township 43, Range 9, Lake county, for the fiscal year ending on June 30, appears elsewhere in this issue of The Barrington Review. The balancing total of the Township fund is placed at $7,720; the Distributive fund, $1,452.76; and the District fund, $2,220.49. <box>5 1670 225 1780</box>
subhead-cary-here: Cary Here Sunday <box>289 1370 393 1385</box>
box-score-row <box>233 1030 449 1042</box>
